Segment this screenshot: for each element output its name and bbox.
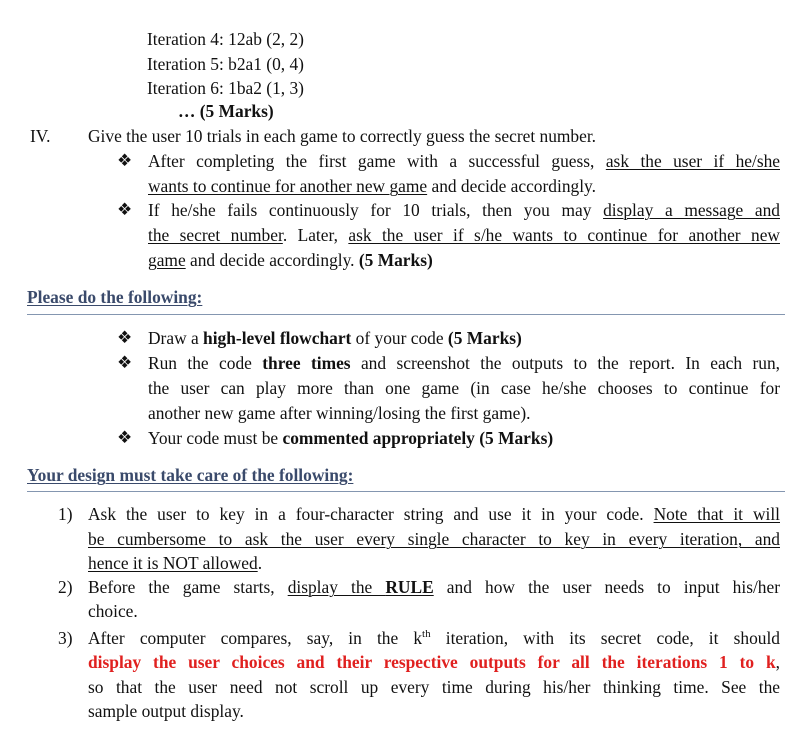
diamond-bullet-icon: ❖ xyxy=(117,353,133,372)
bullet-text: game and decide accordingly. (5 Marks) xyxy=(148,250,433,270)
marks-label: (5 Marks) xyxy=(199,101,274,121)
list-item-text: Before the game starts, display the RULE and how the user needs to input his/her xyxy=(88,577,780,597)
iteration-line: Iteration 6: 1ba2 (1, 3) xyxy=(147,78,304,98)
list-item-text: so that the user need not scroll up every time during his/her thinking time. See the xyxy=(88,677,780,697)
bullet-text: the secret number. Later, ask the user if s/he wants to continue for another new xyxy=(148,225,780,245)
diamond-bullet-icon: ❖ xyxy=(117,151,133,170)
list-item-text: Ask the user to key in a four-character string and use it in your code. Note that it will xyxy=(88,504,780,524)
bullet-text: Your code must be commented appropriately (5 Marks) xyxy=(148,428,554,448)
list-item-text: sample output display. xyxy=(88,701,244,721)
marks-line xyxy=(178,101,274,121)
list-number: 1) xyxy=(58,504,73,524)
section-heading: Please do the following: xyxy=(27,287,203,307)
list-item-text: display the user choices and their respective outputs for all the iterations 1 to k, xyxy=(88,652,780,672)
diamond-bullet-icon: ❖ xyxy=(117,200,133,219)
bullet-text: After completing the first game with a successful guess, ask the user if he/she xyxy=(148,151,780,171)
divider xyxy=(27,491,785,492)
list-item-text: be cumbersome to ask the user every single character to key in every iteration, and xyxy=(88,529,780,549)
divider xyxy=(27,314,785,315)
list-number: 3) xyxy=(58,628,73,648)
section-intro: Give the user 10 trials in each game to correctly guess the secret number. xyxy=(88,126,597,146)
list-item-text: hence it is NOT allowed. xyxy=(88,553,263,573)
bullet-text: wants to continue for another new game and decide accordingly. xyxy=(148,176,596,196)
ellipsis: … xyxy=(178,101,200,121)
bullet-text: Draw a high-level flowchart of your code (5 Marks) xyxy=(148,328,522,348)
bullet-text: Run the code three times and screenshot the outputs to the report. In each run, xyxy=(148,353,780,373)
section-numeral: IV. xyxy=(30,126,51,146)
bullet-text: another new game after winning/losing the first game). xyxy=(148,403,531,423)
iteration-line: Iteration 4: 12ab (2, 2) xyxy=(147,29,304,49)
list-number: 2) xyxy=(58,577,73,597)
list-item-text: After computer compares, say, in the $k^{th}$ iteration, with its secret code, it should xyxy=(88,628,780,648)
bullet-text: the user can play more than one game (in case he/she chooses to continue for xyxy=(148,378,780,398)
section-heading: Your design must take care of the following: xyxy=(27,465,354,485)
list-item-text: choice. xyxy=(88,601,138,621)
diamond-bullet-icon: ❖ xyxy=(117,328,133,347)
iteration-line: Iteration 5: b2a1 (0, 4) xyxy=(147,54,304,74)
bullet-text: If he/she fails continuously for 10 trials, then you may display a message and xyxy=(148,200,780,220)
diamond-bullet-icon: ❖ xyxy=(117,428,133,447)
